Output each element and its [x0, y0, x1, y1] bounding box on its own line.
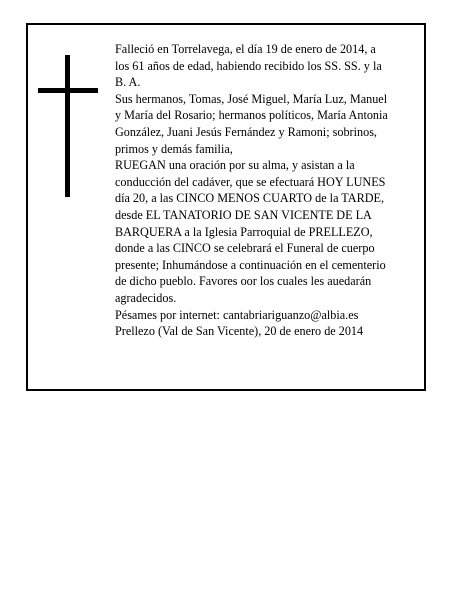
condolences-email: Pésames por internet: cantabriariguanzo@albia.es — [115, 307, 359, 322]
cross-horizontal-bar — [38, 88, 98, 93]
cross-icon — [38, 55, 98, 197]
family-members: Sus hermanos, Tomas, José Miguel, María Luz, Manuel y María del Rosario; hermanos políticos, María Antonia González, Juani Jesús Fernández y Ramoni; sobrinos, primos y demás familia, — [115, 91, 388, 156]
death-announcement: Falleció en Torrelavega, el día 19 de enero de 2014, a los 61 años de edad, habiendo recibido los SS. SS. y la B. A. — [115, 42, 382, 90]
place-and-date: Prellezo (Val de San Vicente), 20 de enero de 2014 — [115, 324, 364, 339]
obituary-notice — [26, 23, 426, 391]
notice-text — [115, 41, 425, 340]
funeral-request: RUEGAN una oración por su alma, y asistan a la conducción del cadáver, que se efectuará HOY LUNES día 20, a las CINCO MENOS CUARTO de la TARDE, desde EL TANATORIO DE SAN VICENTE DE LA BARQUERA a la Iglesia Parroquial de PRELLEZO, donde a las CINCO se celebrará el Funeral de cuerpo presente; Inhumándose a continuación en el cementerio de dicho pueblo. Favores oor los cuales les auedarán agradecidos. — [115, 158, 386, 305]
cross-vertical-bar — [65, 55, 70, 197]
